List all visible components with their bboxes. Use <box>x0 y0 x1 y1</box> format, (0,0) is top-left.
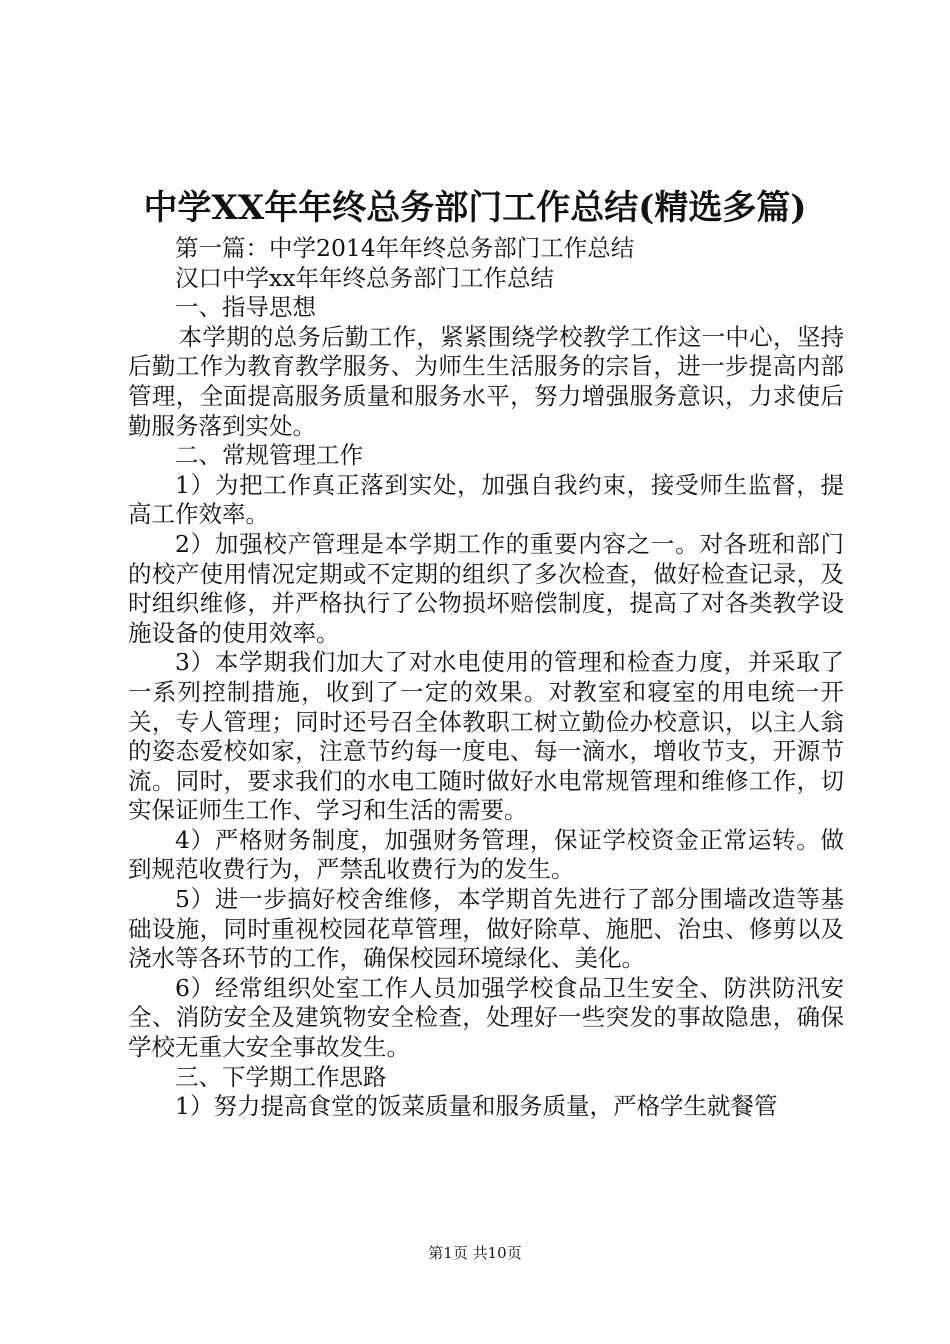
paragraph-item-5: 5）进一步搞好校舍维修，本学期首先进行了部分围墙改造等基础设施，同时重视校园花草管理，做好除草、施肥、治虫、修剪以及浇水等各环节的工作，确保校园环境绿化、美化。 <box>128 885 844 973</box>
document-body <box>128 234 844 1122</box>
heading-routine-management: 二、常规管理工作 <box>175 441 363 470</box>
paragraph-item-2: 2）加强校产管理是本学期工作的重要内容之一。对各班和部门的校产使用情况定期或不定期的组织了多次检查，做好检查记录，及时组织维修，并严格执行了公物损坏赔偿制度，提高了对各类教学设施设备的使用效率。 <box>128 529 844 647</box>
heading-guiding-thought: 一、指导思想 <box>175 293 316 322</box>
paragraph-item-3: 3）本学期我们加大了对水电使用的管理和检查力度，并采取了一系列控制措施，收到了一定的效果。对教室和寝室的用电统一开关，专人管理；同时还号召全体教职工树立勤俭办校意识，以主人翁的姿态爱校如家，注意节约每一度电、每一滴水，增收节支，开源节流。同时，要求我们的水电工随时做好水电常规管理和维修工作，切实保证师生工作、学习和生活的需要。 <box>128 648 844 825</box>
paragraph-guiding-thought: 本学期的总务后勤工作，紧紧围绕学校教学工作这一中心，坚持后勤工作为教育教学服务、为师生生活服务的宗旨，进一步提高内部管理，全面提高服务质量和服务水平，努力增强服务意识，力求使后勤服务落到实处。 <box>128 322 844 440</box>
subtitle-school-summary: 汉口中学xx年年终总务部门工作总结 <box>175 263 555 292</box>
document-title: 中学XX年年终总务部门工作总结(精选多篇) <box>143 188 807 228</box>
section-heading-part-one: 第一篇：中学2014年年终总务部门工作总结 <box>175 234 635 262</box>
paragraph-item-4: 4）严格财务制度，加强财务管理，保证学校资金正常运转。做到规范收费行为，严禁乱收费行为的发生。 <box>128 825 844 884</box>
paragraph-item-1: 1）为把工作真正落到实处，加强自我约束，接受师生监督，提高工作效率。 <box>128 470 844 529</box>
page-footer: 第1页 共10页 <box>428 1244 522 1262</box>
heading-next-term-plan: 三、下学期工作思路 <box>175 1062 387 1091</box>
paragraph-next-term-item-1: 1）努力提高食堂的饭菜质量和服务质量，严格学生就餐管 <box>175 1092 778 1121</box>
paragraph-item-6: 6）经常组织处室工作人员加强学校食品卫生安全、防洪防汛安全、消防安全及建筑物安全检查，处理好一些突发的事故隐患，确保学校无重大安全事故发生。 <box>128 973 844 1062</box>
